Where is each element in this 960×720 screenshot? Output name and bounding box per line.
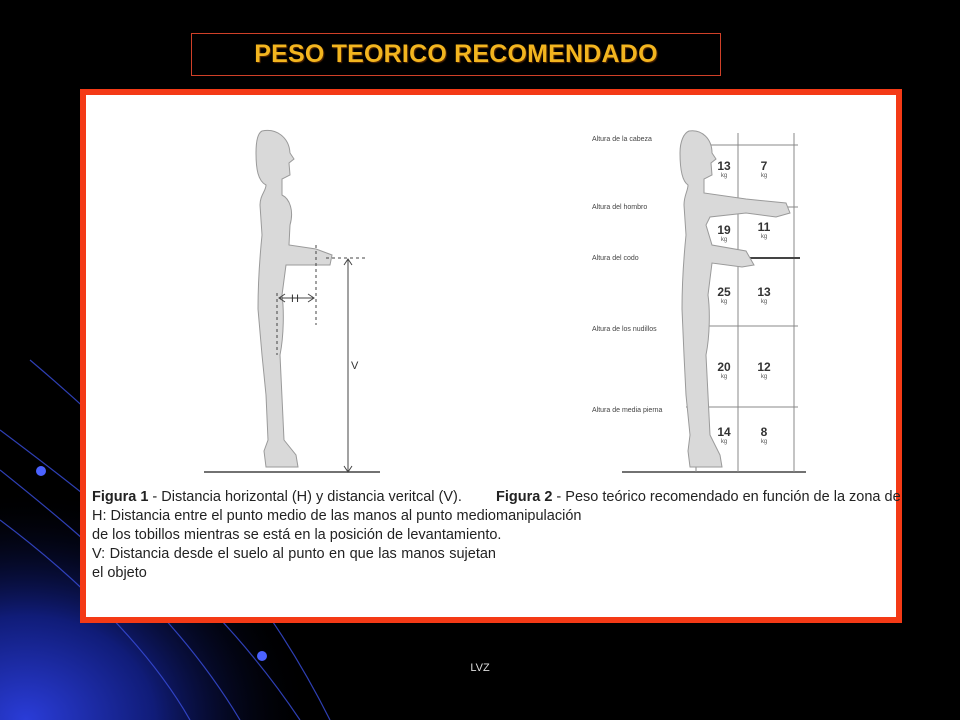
figure2-caption xyxy=(496,488,901,526)
v-label: V xyxy=(351,360,359,372)
weight-cell: 13 kg xyxy=(717,159,731,179)
zone-label-shoulder: Altura del hombro xyxy=(592,204,648,211)
weight-cell: 14 kg xyxy=(717,425,731,445)
figure1-caption-label: Figura 1 xyxy=(92,489,149,505)
figure2-caption-label: Figura 2 xyxy=(496,489,553,505)
decorative-dot xyxy=(36,466,46,476)
figure1-caption-line3: de los tobillos mientras se está en la posición de levantamiento. xyxy=(92,527,502,543)
figure1-caption-line4: V: Distancia desde el suelo al punto en que las manos sujetan xyxy=(92,546,496,562)
footer-text: LVZ xyxy=(470,662,490,674)
zone-label-knuckles: Altura de los nudillos xyxy=(592,326,657,333)
weight-cell: 11 kg xyxy=(757,220,771,240)
slide-title: PESO TEORICO RECOMENDADO xyxy=(254,40,658,68)
zone-label-head: Altura de la cabeza xyxy=(592,136,652,143)
zone-label-mid-leg: Altura de media pierna xyxy=(592,407,663,414)
figure1-caption xyxy=(92,488,502,583)
figure1-caption-line1: - Distancia horizontal (H) y distancia veritcal (V). xyxy=(148,489,462,505)
zone-label-elbow: Altura del codo xyxy=(592,255,639,262)
decorative-dot xyxy=(257,651,267,661)
figure-panel xyxy=(80,89,902,623)
figure2-caption-line1: - Peso teórico recomendado en función de la zona de xyxy=(552,489,901,505)
weight-cell: 12 kg xyxy=(757,360,771,380)
h-label: H xyxy=(291,293,299,305)
weight-cell: 8 kg xyxy=(760,425,768,445)
weight-cell: 13 kg xyxy=(757,285,771,305)
figure2-caption-line2: manipulación xyxy=(496,508,582,524)
weight-cell: 20 kg xyxy=(717,360,731,380)
weight-cell: 7 kg xyxy=(760,159,768,179)
weight-cell: 25 kg xyxy=(717,285,731,305)
title-box xyxy=(191,33,721,76)
figure1-caption-line5: el objeto xyxy=(92,565,147,581)
figure1-diagram xyxy=(204,130,380,472)
figure1-caption-line2: H: Distancia entre el punto medio de las manos al punto medio xyxy=(92,508,496,524)
weight-cell: 19 kg xyxy=(717,223,731,243)
